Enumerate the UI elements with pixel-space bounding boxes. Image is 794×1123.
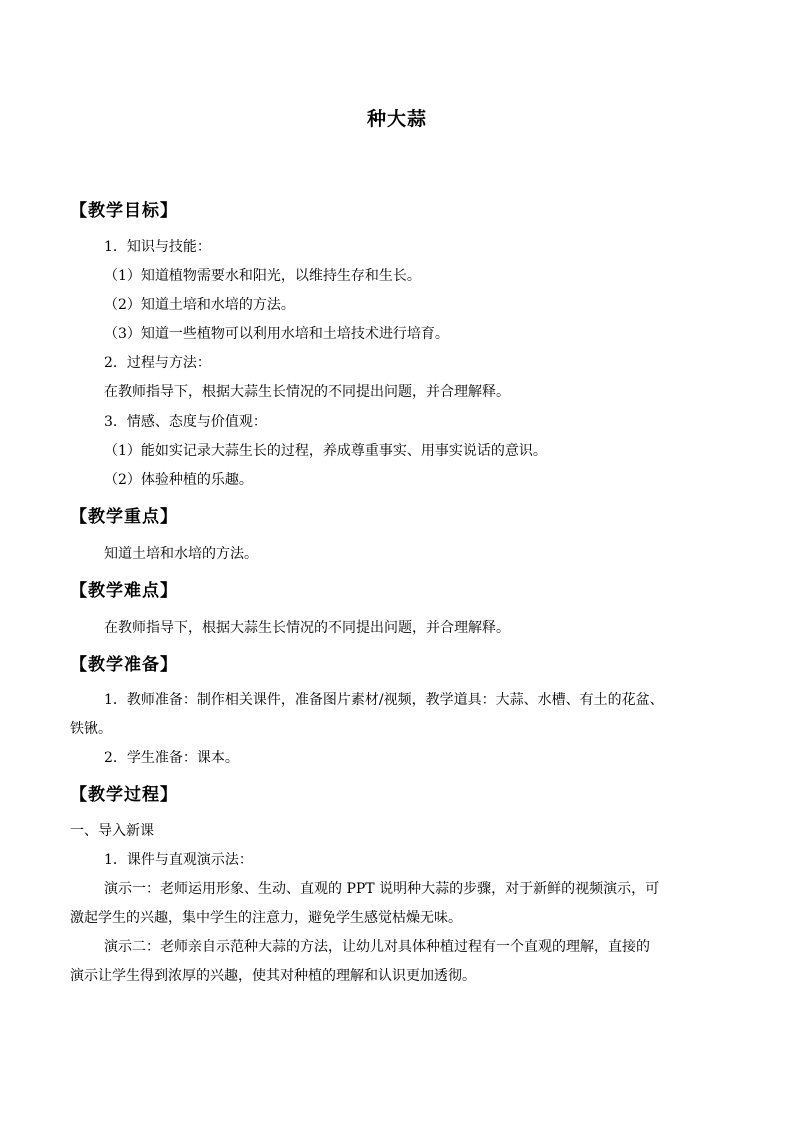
- process-line: 1．课件与直观演示法：: [104, 852, 253, 868]
- section-heading-difficulties: 【教学难点】: [70, 581, 178, 601]
- process-line: 一、导入新课: [70, 823, 154, 839]
- section-heading-key-points: 【教学重点】: [70, 507, 178, 527]
- objectives-line: （2）知道土培和水培的方法。: [104, 297, 295, 313]
- preparation-line: 2．学生准备：课本。: [104, 750, 239, 766]
- objectives-line: （2）体验种植的乐趣。: [104, 472, 253, 488]
- objectives-line: （1）知道植物需要水和阳光，以维持生存和生长。: [104, 268, 421, 284]
- section-heading-preparation: 【教学准备】: [70, 655, 178, 675]
- key-points-line: 知道土培和水培的方法。: [104, 546, 258, 562]
- section-heading-objectives: 【教学目标】: [70, 201, 178, 221]
- process-line: 激起学生的兴趣，集中学生的注意力，避免学生感觉枯燥无味。: [70, 910, 462, 926]
- preparation-line: 1．教师准备：制作相关课件，准备图片素材/视频，教学道具：大蒜、水槽、有土的花盆、: [104, 692, 664, 708]
- objectives-line: 3．情感、态度与价值观：: [104, 414, 267, 430]
- page-title: 种大蒜: [366, 108, 427, 130]
- process-line: 演示一：老师运用形象、生动、直观的 PPT 说明种大蒜的步骤，对于新鲜的视频演示，可: [104, 881, 660, 897]
- objectives-line: 在教师指导下，根据大蒜生长情况的不同提出问题，并合理解释。: [104, 384, 510, 400]
- process-line: 演示二：老师亲自示范种大蒜的方法，让幼儿对具体种植过程有一个直观的理解，直接的: [104, 939, 650, 955]
- objectives-line: 1．知识与技能：: [104, 239, 211, 255]
- process-line: 演示让学生得到浓厚的兴趣，使其对种植的理解和认识更加透彻。: [70, 968, 476, 984]
- difficulties-line: 在教师指导下，根据大蒜生长情况的不同提出问题，并合理解释。: [104, 620, 510, 636]
- objectives-line: （3）知道一些植物可以利用水培和土培技术进行培育。: [104, 326, 449, 342]
- objectives-line: 2．过程与方法：: [104, 355, 211, 371]
- preparation-line: 铁锹。: [70, 721, 112, 737]
- section-heading-process: 【教学过程】: [70, 785, 178, 805]
- objectives-line: （1）能如实记录大蒜生长的过程，养成尊重事实、用事实说话的意识。: [104, 443, 547, 459]
